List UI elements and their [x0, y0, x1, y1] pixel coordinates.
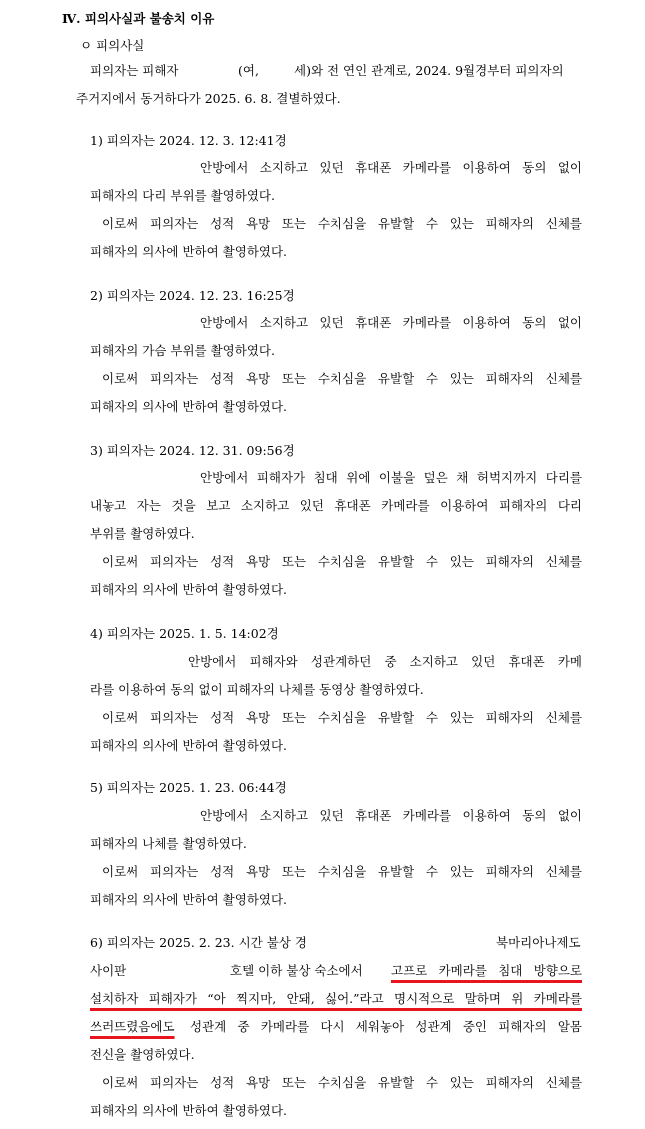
item-6-line-6: 피해자의 의사에 반하여 촬영하였다. — [90, 1103, 288, 1118]
item-5-heading: 5) 피의자는 2025. 1. 23. 06:44경 — [90, 780, 287, 795]
item-5-line-1: 안방에서 소지하고 있던 휴대폰 카메라를 이용하여 동의 없이 — [200, 808, 582, 823]
item-3-line-3: 부위를 촬영하였다. — [90, 526, 195, 541]
item-1-line-2: 피해자의 다리 부위를 촬영하였다. — [90, 188, 275, 203]
section-title: Ⅳ. 피의사실과 불송치 이유 — [62, 11, 215, 26]
item-3-line-1: 안방에서 피해자가 침대 위에 이불을 덮은 채 허벅지까지 다리를 — [200, 470, 582, 485]
item-6-line-1-underlined: 고프로 카메라를 침대 방향으로 — [391, 963, 582, 978]
item-6-heading: 6) 피의자는 2025. 2. 23. 시간 불상 경 — [90, 935, 307, 950]
item-1-line-3: 이로써 피의자는 성적 욕망 또는 수치심을 유발할 수 있는 피해자의 신체를 — [102, 216, 582, 231]
intro-line-1c: 세)와 전 연인 관계로, 2024. 9월경부터 피의자의 — [294, 63, 564, 78]
item-6-line-3-underlined: 쓰러뜨렸음에도 — [90, 1019, 175, 1034]
item-3-line-4: 이로써 피의자는 성적 욕망 또는 수치심을 유발할 수 있는 피해자의 신체를 — [102, 554, 582, 569]
subheading: ㅇ 피의사실 — [80, 38, 145, 53]
item-2-line-1: 안방에서 소지하고 있던 휴대폰 카메라를 이용하여 동의 없이 — [200, 315, 582, 330]
item-3-line-5: 피해자의 의사에 반하여 촬영하였다. — [90, 582, 288, 597]
intro-line-1b: (여, — [238, 63, 259, 78]
item-1-heading: 1) 피의자는 2024. 12. 3. 12:41경 — [90, 133, 287, 148]
item-4-line-3: 이로써 피의자는 성적 욕망 또는 수치심을 유발할 수 있는 피해자의 신체를 — [102, 710, 582, 725]
item-4-line-4: 피해자의 의사에 반하여 촬영하였다. — [90, 738, 288, 753]
item-2-line-4: 피해자의 의사에 반하여 촬영하였다. — [90, 399, 288, 414]
item-4-heading: 4) 피의자는 2025. 1. 5. 14:02경 — [90, 626, 279, 641]
item-6-line-5: 이로써 피의자는 성적 욕망 또는 수치심을 유발할 수 있는 피해자의 신체를 — [102, 1075, 582, 1090]
item-5-line-4: 피해자의 의사에 반하여 촬영하였다. — [90, 892, 288, 907]
item-6-line-4: 전신을 촬영하였다. — [90, 1047, 195, 1062]
item-6-line-1a: 사이판 — [90, 963, 127, 978]
intro-line-2: 주거지에서 동거하다가 2025. 6. 8. 결별하였다. — [76, 91, 341, 106]
item-5-line-3: 이로써 피의자는 성적 욕망 또는 수치심을 유발할 수 있는 피해자의 신체를 — [102, 864, 582, 879]
item-6-line-3-rest: 성관계 중 카메라를 다시 세워놓아 성관계 중인 피해자의 알몸 — [190, 1019, 582, 1034]
item-4-line-2: 라를 이용하여 동의 없이 피해자의 나체를 동영상 촬영하였다. — [90, 682, 424, 697]
item-1-line-1: 안방에서 소지하고 있던 휴대폰 카메라를 이용하여 동의 없이 — [200, 160, 582, 175]
item-2-line-3: 이로써 피의자는 성적 욕망 또는 수치심을 유발할 수 있는 피해자의 신체를 — [102, 371, 582, 386]
item-5-line-2: 피해자의 나체를 촬영하였다. — [90, 836, 247, 851]
item-1-line-4: 피해자의 의사에 반하여 촬영하였다. — [90, 244, 288, 259]
item-4-line-1: 안방에서 피해자와 성관계하던 중 소지하고 있던 휴대폰 카메 — [188, 654, 582, 669]
item-2-heading: 2) 피의자는 2024. 12. 23. 16:25경 — [90, 288, 295, 303]
item-6-line-2-underlined: 설치하자 피해자가 “아 찍지마, 안돼, 싫어.”라고 명시적으로 말하며 위 카메라를 — [90, 991, 582, 1006]
item-2-line-2: 피해자의 가슴 부위를 촬영하였다. — [90, 343, 275, 358]
item-6-heading-right: 북마리아나제도 — [496, 935, 581, 950]
intro-line-1a: 피의자는 피해자 — [90, 63, 179, 78]
item-3-line-2: 내놓고 자는 것을 보고 소지하고 있던 휴대폰 카메라를 이용하여 피해자의 다리 — [90, 498, 582, 513]
item-3-heading: 3) 피의자는 2024. 12. 31. 09:56경 — [90, 443, 295, 458]
item-6-line-1b: 호텔 이하 불상 숙소에서 — [230, 963, 363, 978]
